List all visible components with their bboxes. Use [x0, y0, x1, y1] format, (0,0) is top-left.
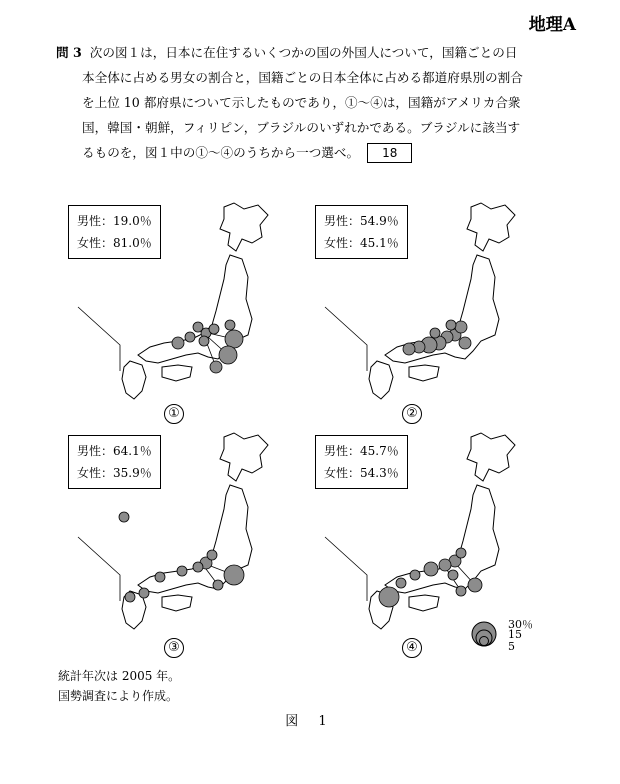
legend-circle-5 — [480, 637, 489, 646]
panel-label-1: ① — [164, 404, 184, 424]
share-circle-7 — [459, 337, 471, 349]
japan-outline-0 — [467, 203, 515, 251]
male-ratio-1: 男性：19.0％ — [77, 214, 152, 228]
share-circle-6 — [379, 587, 399, 607]
answer-box[interactable]: 18 — [367, 143, 412, 163]
share-circle-4 — [155, 572, 165, 582]
share-circle-5 — [139, 588, 149, 598]
share-circle-3 — [199, 336, 209, 346]
source-notes — [58, 666, 180, 706]
share-circle-6 — [125, 592, 135, 602]
share-circle-4 — [410, 570, 420, 580]
share-circle-8 — [446, 320, 456, 330]
question-line-1: 問 3 次の図１は，日本に在住するいくつかの国の外国人について，国籍ごとの日 — [56, 45, 518, 60]
question-text — [56, 40, 556, 165]
okinawa-inset-line — [78, 537, 120, 601]
japan-outline-0 — [467, 433, 515, 481]
map-panel-4 — [305, 425, 575, 640]
share-circle-7 — [219, 346, 237, 364]
sex-ratio-box-1 — [68, 205, 161, 259]
share-circle-1 — [456, 548, 466, 558]
figure-caption: 図 1 — [285, 714, 335, 729]
note-source: 国勢調査により作成。 — [58, 689, 179, 703]
question-line-4: 国，韓国・朝鮮，フィリピン，ブラジルのいずれかである。ブラジルに該当す — [82, 120, 521, 135]
legend-value-5: 5 — [508, 640, 515, 653]
share-circle-7 — [468, 578, 482, 592]
share-circle-4 — [185, 332, 195, 342]
map-panel-3 — [58, 425, 328, 640]
japan-outline-3 — [369, 361, 393, 399]
panel-label-3: ③ — [164, 638, 184, 658]
female-ratio-2: 女性：45.1％ — [324, 236, 399, 250]
share-circle-6 — [403, 343, 415, 355]
map-panel-1 — [58, 195, 328, 410]
note-year: 統計年次は 2005 年。 — [58, 669, 181, 683]
okinawa-inset-line — [325, 537, 367, 601]
japan-outline-2 — [409, 595, 439, 611]
share-circle-2 — [439, 559, 451, 571]
share-circle-3 — [424, 562, 438, 576]
share-circle-5 — [396, 578, 406, 588]
sex-ratio-box-2 — [315, 205, 408, 259]
share-circle-6 — [225, 330, 243, 348]
okinawa-inset-line — [325, 307, 367, 371]
japan-outline-0 — [220, 433, 268, 481]
map-panel-2 — [305, 195, 575, 410]
share-circle-1 — [193, 322, 203, 332]
share-circle-3 — [177, 566, 187, 576]
female-ratio-3: 女性：35.9％ — [77, 466, 152, 480]
panel-label-2: ② — [402, 404, 422, 424]
japan-outline-2 — [409, 365, 439, 381]
legend-value-30: 30％ — [508, 618, 533, 631]
female-ratio-1: 女性：81.0％ — [77, 236, 152, 250]
legend-circles — [470, 616, 510, 656]
question-line-3: を上位 10 都府県について示したものであり，①〜④は，国籍がアメリカ合衆 — [82, 95, 521, 110]
sex-ratio-box-3 — [68, 435, 161, 489]
subject-title: 地理A — [528, 15, 576, 35]
japan-outline-3 — [122, 361, 146, 399]
share-circle-7 — [224, 565, 244, 585]
share-circle-8 — [213, 580, 223, 590]
japan-outline-2 — [162, 365, 192, 381]
circle-size-legend — [470, 616, 540, 656]
question-number: 問 3 — [56, 45, 82, 60]
question-line-5: るものを，図１中の①〜④のうちから一つ選べ。 18 — [56, 140, 556, 165]
share-circle-8 — [456, 586, 466, 596]
share-circle-9 — [225, 320, 235, 330]
question-line-2: 本全体に占める男女の割合と，国籍ごとの日本全体に占める都道府県別の割合 — [82, 70, 523, 85]
japan-outline-2 — [162, 595, 192, 611]
share-circle-1 — [207, 550, 217, 560]
sex-ratio-box-4 — [315, 435, 408, 489]
okinawa-inset-line — [78, 307, 120, 371]
male-ratio-3: 男性：64.1％ — [77, 444, 152, 458]
share-circle-1 — [455, 321, 467, 333]
share-circle-8 — [210, 361, 222, 373]
share-circle-9 — [430, 328, 440, 338]
legend-value-15: 15 — [508, 628, 522, 641]
share-circle-9 — [448, 570, 458, 580]
share-circle-2 — [209, 324, 219, 334]
female-ratio-4: 女性：54.3％ — [324, 466, 399, 480]
japan-outline-1 — [385, 485, 499, 593]
share-circle-9 — [119, 512, 129, 522]
japan-outline-0 — [220, 203, 268, 251]
panel-label-4: ④ — [402, 638, 422, 658]
male-ratio-2: 男性：54.9％ — [324, 214, 399, 228]
share-circle-2 — [193, 562, 203, 572]
male-ratio-4: 男性：45.7％ — [324, 444, 399, 458]
share-circle-5 — [172, 337, 184, 349]
